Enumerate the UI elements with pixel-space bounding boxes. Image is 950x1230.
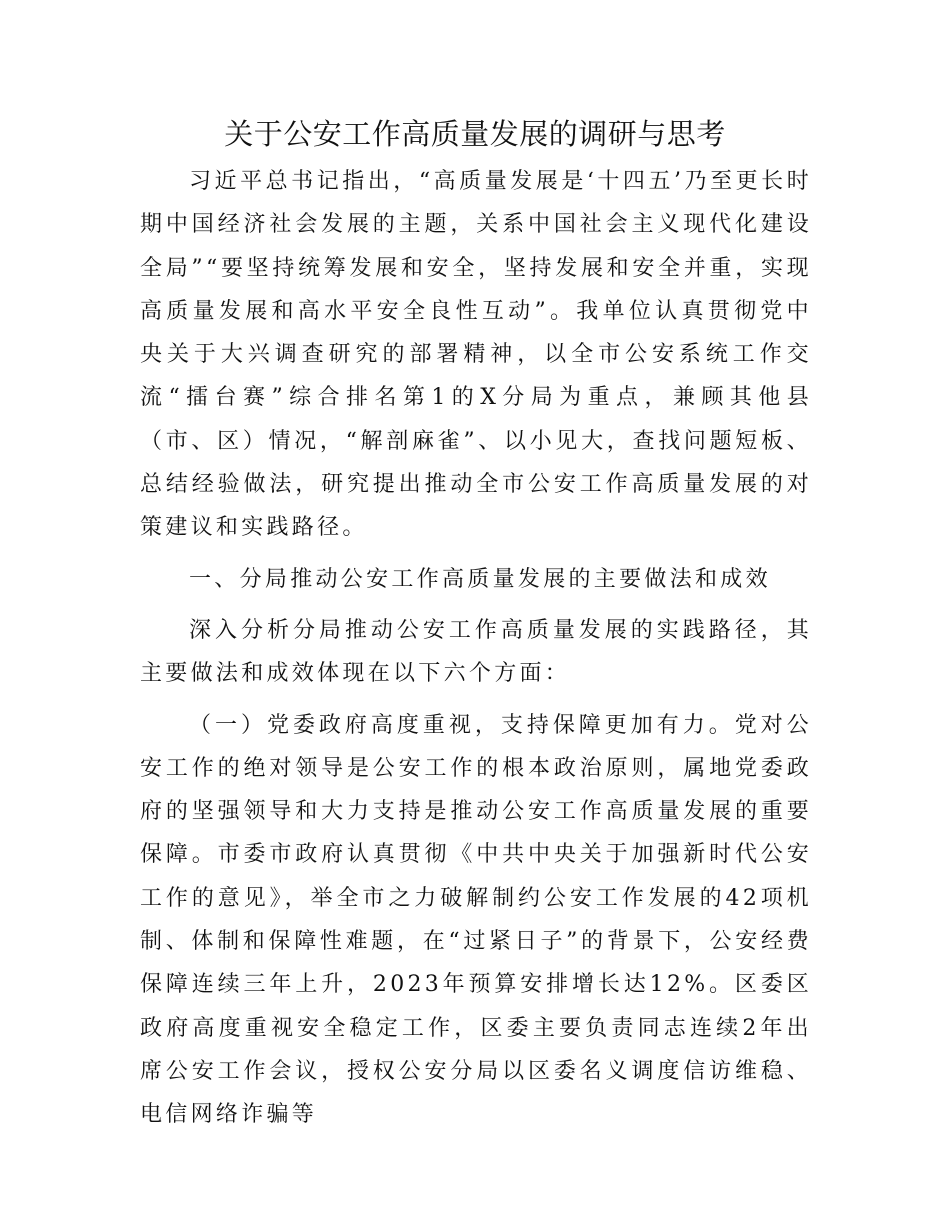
document-title: 关于公安工作高质量发展的调研与思考: [224, 117, 726, 151]
intro-paragraph: 习近平总书记指出，“高质量发展是‘十四五’乃至更长时期中国经济社会发展的主题，关系中国社会主义现代化建设全局”“要坚持统筹发展和安全，坚持发展和安全并重，实现高质量发展和高水平安全良性互动”。我单位认真贯彻党中央关于大兴调查研究的部署精神，以全市公安系统工作交流“擂台赛”综合排名第1的X分局为重点，兼顾其他县（市、区）情况，“解剖麻雀”、以小见大，查找问题短板、总结经验做法，研究提出推动全市公安工作高质量发展的对策建议和实践路径。: [140, 169, 812, 541]
subsection-paragraph-1: （一）党委政府高度重视，支持保障更加有力。党对公安工作的绝对领导是公安工作的根本政治原则，属地党委政府的坚强领导和大力支持是推动公安工作高质量发展的重要保障。市委市政府认真贯彻《中共中央关于加强新时代公安工作的意见》，举全市之力破解制约公安工作发展的42项机制、体制和保障性难题，在“过紧日子”的背景下，公安经费保障连续三年上升，2023年预算安排增长达12%。区委区政府高度重视安全稳定工作，区委主要负责同志连续2年出席公安工作会议，授权公安分局以区委名义调度信访维稳、电信网络诈骗等: [140, 712, 812, 1128]
document-body: [140, 160, 812, 1137]
section-heading-1: 一、分局推动公安工作高质量发展的主要做法和成效: [189, 566, 771, 592]
section-intro-paragraph: 深入分析分局推动公安工作高质量发展的实践路径，其主要做法和成效体现在以下六个方面：: [140, 617, 812, 687]
